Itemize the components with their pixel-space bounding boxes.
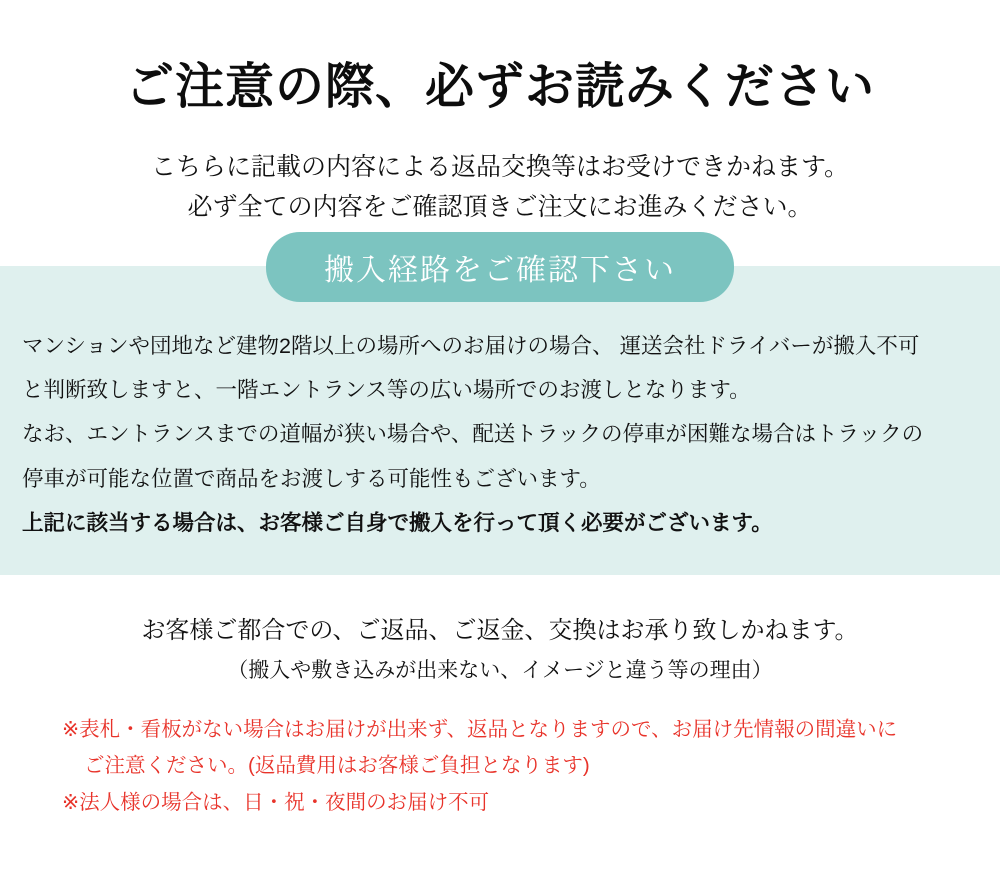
red-note-line-3: ※法人様の場合は、日・祝・夜間のお届け不可 <box>62 790 490 814</box>
lead-line-2: 必ず全ての内容をご確認頂きご注文にお進みください。 <box>187 193 813 222</box>
panel-line-2: と判断致しますと、一階エントランス等の広い場所でのお渡しとなります。 <box>22 378 751 403</box>
panel-line-5-emphasis: 上記に該当する場合は、お客様ご自身で搬入を行って頂く必要がございます。 <box>22 510 773 535</box>
panel-line-1: マンションや団地など建物2階以上の場所へのお届けの場合、 運送会社ドライバーが搬入不可 <box>22 333 920 358</box>
panel-badge-label: 搬入経路をご確認下さい <box>266 232 734 302</box>
page-title: ご注意の際、必ずお読みください <box>124 60 875 114</box>
red-note-line-2: ご注意ください。(返品費用はお客様ご負担となります) <box>84 754 590 778</box>
delivery-route-panel <box>0 253 1000 575</box>
red-note-line-1: ※表札・看板がない場合はお届けが出来ず、返品となりますので、お届け先情報の間違いに <box>62 717 898 741</box>
return-policy-line-1: お客様ご都合での、ご返品、ご返金、交換はお承り致しかねます。 <box>141 617 859 645</box>
red-notes-block <box>0 712 1000 821</box>
return-policy-block <box>0 611 1000 690</box>
lead-paragraph <box>0 147 1000 228</box>
panel-line-4: 停車が可能な位置で商品をお渡しする可能性もございます。 <box>22 466 601 491</box>
lead-line-1: こちらに記載の内容による返品交換等はお受けできかねます。 <box>150 152 849 181</box>
panel-line-3: なお、エントランスまでの道幅が狭い場合や、配送トラックの停車が困難な場合はトラックの <box>22 422 924 447</box>
panel-body <box>0 324 1000 545</box>
return-policy-line-2: （搬入や敷き込みが出来ない、イメージと違う等の理由） <box>227 659 773 682</box>
